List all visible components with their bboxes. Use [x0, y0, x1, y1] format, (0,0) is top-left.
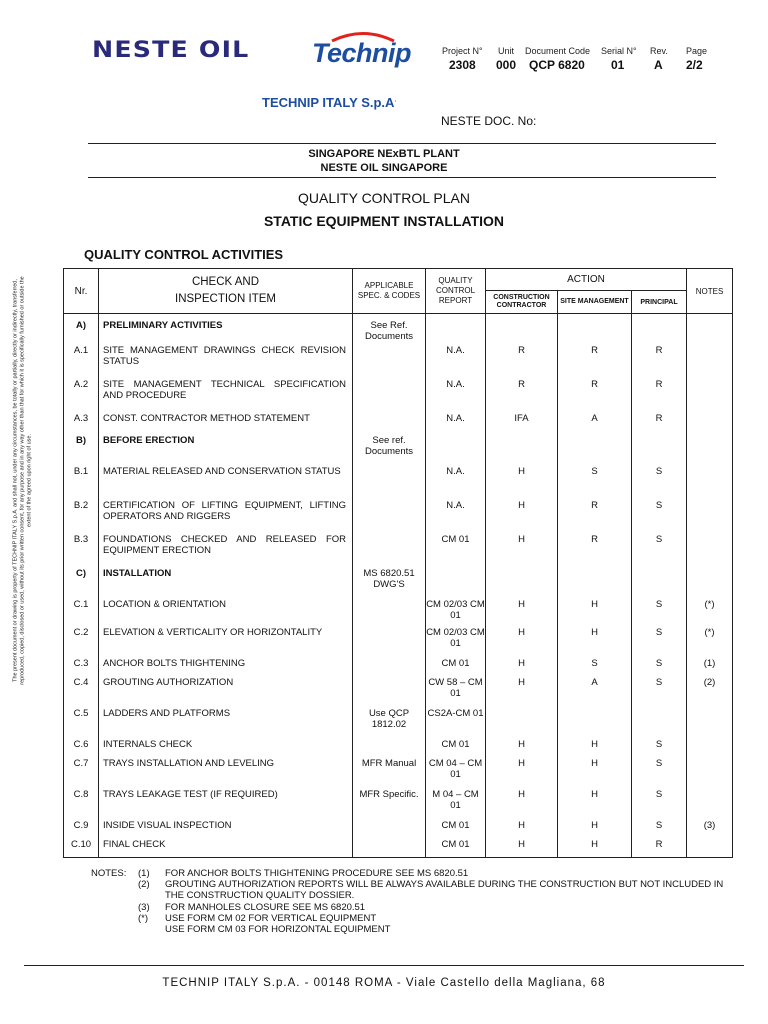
table-row	[64, 534, 733, 568]
row-notes	[687, 345, 733, 379]
row-number: C.1	[64, 599, 99, 627]
row-number: C.8	[64, 789, 99, 820]
qc-report: CW 58 – CM 01	[426, 677, 486, 708]
site-management-action: R	[558, 345, 632, 379]
column-header-site-management: SITE MANAGEMENT	[558, 291, 632, 314]
site-management-action: R	[558, 534, 632, 568]
site-management-action: H	[558, 599, 632, 627]
section-heading: QUALITY CONTROL ACTIVITIES	[84, 247, 284, 262]
column-header-notes: NOTES	[687, 269, 733, 314]
spec-codes: MFR Manual	[353, 758, 426, 789]
qc-report: N.A.	[426, 466, 486, 500]
principal-action: S	[632, 466, 687, 500]
qc-report	[426, 435, 486, 466]
row-notes	[687, 413, 733, 435]
principal-action: S	[632, 599, 687, 627]
qc-report: N.A.	[426, 379, 486, 413]
row-number: A)	[64, 314, 99, 345]
table-row	[64, 599, 733, 627]
column-header-check-line1: CHECK AND	[191, 276, 260, 288]
qc-report: CM 02/03 CM 01	[426, 627, 486, 658]
principal-action	[632, 435, 687, 466]
table-row	[64, 820, 733, 839]
principal-action: S	[632, 758, 687, 789]
qc-report: N.A.	[426, 345, 486, 379]
footer-address: TECHNIP ITALY S.p.A. - 00148 ROMA - Viale Castello della Magliana, 68	[162, 977, 606, 989]
site-management-action: H	[558, 839, 632, 858]
spec-codes	[353, 839, 426, 858]
table-row	[64, 758, 733, 789]
inspection-item: INTERNALS CHECK	[99, 739, 353, 758]
site-management-action: H	[558, 758, 632, 789]
note-number: (3)	[138, 902, 150, 913]
principal-action	[632, 314, 687, 345]
inspection-item: GROUTING AUTHORIZATION	[99, 677, 353, 708]
site-management-action: A	[558, 677, 632, 708]
column-header-spec: APPLICABLE SPEC. & CODES	[353, 269, 426, 314]
row-notes	[687, 435, 733, 466]
table-row	[64, 627, 733, 658]
principal-action: S	[632, 789, 687, 820]
row-number: B.2	[64, 500, 99, 534]
neste-doc-number: NESTE DOC. No:	[441, 114, 537, 128]
contractor-action	[486, 708, 558, 739]
contractor-action: R	[486, 379, 558, 413]
inspection-item: SITE MANAGEMENT TECHNICAL SPECIFICATION AND PROCEDURE	[99, 379, 353, 413]
row-number: C.7	[64, 758, 99, 789]
note-text: FOR ANCHOR BOLTS THIGHTENING PROCEDURE SEE MS 6820.51	[165, 868, 469, 879]
document-subtitle: STATIC EQUIPMENT INSTALLATION	[263, 213, 505, 229]
revision-label: Rev.	[650, 46, 668, 56]
plant-name: SINGAPORE NExBTL PLANT	[308, 148, 460, 160]
inspection-item: ANCHOR BOLTS THIGHTENING	[99, 658, 353, 677]
spec-codes	[353, 379, 426, 413]
row-number: B.3	[64, 534, 99, 568]
contractor-action: H	[486, 500, 558, 534]
confidentiality-notice: The present document or drawing is property of TECHNIP ITALY S.p.A. and shall not, under any circumstances, be totally or partially, directly or indirectly, transferred, reproduced, copied, disclosed or used, without its prior written consent, for any purpose and in any way other than that for which it is specifically furnished or outside the extent of the agreed upon right of use.	[12, 276, 33, 685]
table-row	[64, 466, 733, 500]
unit-label: Unit	[498, 46, 515, 56]
spec-codes	[353, 677, 426, 708]
note-number: (2)	[138, 879, 150, 890]
contractor-action: H	[486, 466, 558, 500]
site-management-action: H	[558, 820, 632, 839]
qc-report: CM 01	[426, 820, 486, 839]
contractor-action: H	[486, 739, 558, 758]
inspection-item: FOUNDATIONS CHECKED AND RELEASED FOR EQUIPMENT ERECTION	[99, 534, 353, 568]
row-notes	[687, 379, 733, 413]
site-management-action: H	[558, 627, 632, 658]
row-number: C.4	[64, 677, 99, 708]
inspection-item: FINAL CHECK	[99, 839, 353, 858]
site-management-action: R	[558, 500, 632, 534]
principal-action: S	[632, 677, 687, 708]
principal-action	[632, 708, 687, 739]
quality-control-table	[63, 268, 733, 858]
column-header-principal: PRINCIPAL	[632, 291, 687, 314]
table-row	[64, 435, 733, 466]
plant-owner: NESTE OIL SINGAPORE	[320, 162, 448, 174]
qc-report: CM 01	[426, 658, 486, 677]
inspection-item: MATERIAL RELEASED AND CONSERVATION STATUS	[99, 466, 353, 500]
footer-divider	[24, 965, 744, 966]
document-title	[0, 190, 768, 206]
inspection-item: TRAYS LEAKAGE TEST (IF REQUIRED)	[99, 789, 353, 820]
serial-number-label: Serial N°	[601, 46, 637, 56]
inspection-item: LADDERS AND PLATFORMS	[99, 708, 353, 739]
table-body	[64, 314, 733, 858]
column-header-nr: Nr.	[64, 269, 99, 314]
inspection-item: CONST. CONTRACTOR METHOD STATEMENT	[99, 413, 353, 435]
inspection-item: BEFORE ERECTION	[99, 435, 353, 466]
qc-report: CM 01	[426, 534, 486, 568]
page-label: Page	[686, 46, 708, 56]
site-management-action: S	[558, 466, 632, 500]
qc-report: CM 01	[426, 839, 486, 858]
row-number: C.9	[64, 820, 99, 839]
spec-codes: MS 6820.51 DWG'S	[353, 568, 426, 599]
row-notes	[687, 758, 733, 789]
row-number: C.3	[64, 658, 99, 677]
table-row	[64, 379, 733, 413]
principal-action: S	[632, 658, 687, 677]
qc-report: N.A.	[426, 413, 486, 435]
note-text: USE FORM CM 02 FOR VERTICAL EQUIPMENT	[165, 913, 377, 924]
divider-top	[88, 143, 716, 144]
row-number: C)	[64, 568, 99, 599]
site-management-action: A	[558, 413, 632, 435]
principal-action: S	[632, 627, 687, 658]
qc-report: CS2A-CM 01	[426, 708, 486, 739]
unit-value: 000	[496, 58, 517, 72]
qc-report	[426, 568, 486, 599]
note-text: GROUTING AUTHORIZATION REPORTS WILL BE ALWAYS AVAILABLE DURING THE CONSTRUCTION BUT NOT INCLUDED IN THE CONSTRUCTION QUALITY DOSSIER.	[165, 879, 724, 901]
row-number: C.5	[64, 708, 99, 739]
row-notes	[687, 466, 733, 500]
column-header-contractor: CONSTRUCTION CONTRACTOR	[486, 291, 558, 314]
row-notes: (2)	[687, 677, 733, 708]
inspection-item: ELEVATION & VERTICALITY OR HORIZONTALITY	[99, 627, 353, 658]
row-number: C.2	[64, 627, 99, 658]
spec-codes	[353, 345, 426, 379]
document-title-text: QUALITY CONTROL PLAN	[298, 190, 470, 206]
table-row	[64, 739, 733, 758]
inspection-item: TRAYS INSTALLATION AND LEVELING	[99, 758, 353, 789]
table-row	[64, 345, 733, 379]
contractor-action: R	[486, 345, 558, 379]
serial-number-value: 01	[611, 58, 625, 72]
spec-codes: Use QCP 1812.02	[353, 708, 426, 739]
table-row	[64, 677, 733, 708]
contractor-action: H	[486, 789, 558, 820]
spec-codes	[353, 599, 426, 627]
row-number: A.1	[64, 345, 99, 379]
table-row	[64, 413, 733, 435]
document-code-value: QCP 6820	[529, 58, 585, 72]
qc-report: M 04 – CM 01	[426, 789, 486, 820]
inspection-item: LOCATION & ORIENTATION	[99, 599, 353, 627]
column-header-check-line2: INSPECTION ITEM	[175, 293, 276, 305]
spec-codes	[353, 820, 426, 839]
site-management-action: H	[558, 739, 632, 758]
qc-report: N.A.	[426, 500, 486, 534]
row-number: A.3	[64, 413, 99, 435]
principal-action: S	[632, 739, 687, 758]
table-row	[64, 658, 733, 677]
contractor-action: H	[486, 758, 558, 789]
inspection-item: PRELIMINARY ACTIVITIES	[99, 314, 353, 345]
contractor-action: H	[486, 839, 558, 858]
row-notes	[687, 314, 733, 345]
row-notes	[687, 839, 733, 858]
row-notes: (1)	[687, 658, 733, 677]
inspection-item: SITE MANAGEMENT DRAWINGS CHECK REVISION STATUS	[99, 345, 353, 379]
document-code-label: Document Code	[525, 46, 591, 56]
spec-codes: MFR Specific.	[353, 789, 426, 820]
row-notes: (3)	[687, 820, 733, 839]
row-notes	[687, 739, 733, 758]
company-title: TECHNIP ITALY S.p.A.	[262, 95, 397, 110]
row-notes	[687, 708, 733, 739]
table-row	[64, 789, 733, 820]
company-title-text: TECHNIP ITALY S.p.A	[262, 95, 395, 110]
inspection-item: INSTALLATION	[99, 568, 353, 599]
column-header-action: ACTION	[486, 269, 687, 291]
qc-report: CM 02/03 CM 01	[426, 599, 486, 627]
note-text: USE FORM CM 03 FOR HORIZONTAL EQUIPMENT	[165, 924, 391, 935]
qc-report	[426, 314, 486, 345]
spec-codes	[353, 413, 426, 435]
technip-logo: Technip	[312, 38, 412, 68]
row-notes	[687, 500, 733, 534]
qc-report: CM 01	[426, 739, 486, 758]
row-notes	[687, 568, 733, 599]
inspection-item: INSIDE VISUAL INSPECTION	[99, 820, 353, 839]
row-notes: (*)	[687, 627, 733, 658]
qc-report: CM 04 – CM 01	[426, 758, 486, 789]
site-management-action: H	[558, 789, 632, 820]
principal-action: R	[632, 839, 687, 858]
table-row	[64, 568, 733, 599]
principal-action: R	[632, 379, 687, 413]
divider-bottom	[88, 177, 716, 178]
site-management-action	[558, 314, 632, 345]
contractor-action: H	[486, 677, 558, 708]
contractor-action: H	[486, 627, 558, 658]
spec-codes	[353, 466, 426, 500]
page-value: 2/2	[686, 58, 703, 72]
contractor-action: H	[486, 658, 558, 677]
spec-codes	[353, 534, 426, 568]
table-row	[64, 839, 733, 858]
project-number-value: 2308	[449, 58, 476, 72]
principal-action: S	[632, 500, 687, 534]
column-header-check	[99, 269, 353, 314]
contractor-action	[486, 314, 558, 345]
note-number: (1)	[138, 868, 150, 879]
row-number: C.6	[64, 739, 99, 758]
site-management-action	[558, 708, 632, 739]
column-header-qc-report: QUALITY CONTROL REPORT	[426, 269, 486, 314]
site-management-action: R	[558, 379, 632, 413]
notes-label: NOTES:	[91, 868, 127, 879]
note-text: FOR MANHOLES CLOSURE SEE MS 6820.51	[165, 902, 366, 913]
row-number: B)	[64, 435, 99, 466]
inspection-item: CERTIFICATION OF LIFTING EQUIPMENT, LIFTING OPERATORS AND RIGGERS	[99, 500, 353, 534]
revision-value: A	[654, 58, 663, 72]
table-row	[64, 314, 733, 345]
row-number: B.1	[64, 466, 99, 500]
site-management-action: S	[558, 658, 632, 677]
spec-codes: See Ref. Documents	[353, 314, 426, 345]
row-notes	[687, 534, 733, 568]
contractor-action: H	[486, 820, 558, 839]
spec-codes	[353, 627, 426, 658]
principal-action: R	[632, 345, 687, 379]
contractor-action	[486, 568, 558, 599]
spec-codes	[353, 658, 426, 677]
row-notes	[687, 789, 733, 820]
spec-codes	[353, 500, 426, 534]
row-number: C.10	[64, 839, 99, 858]
spec-codes	[353, 739, 426, 758]
site-management-action	[558, 435, 632, 466]
site-management-action	[558, 568, 632, 599]
row-number: A.2	[64, 379, 99, 413]
project-number-label: Project N°	[442, 46, 483, 56]
table-row	[64, 708, 733, 739]
table-row	[64, 500, 733, 534]
row-notes: (*)	[687, 599, 733, 627]
spec-codes: See ref. Documents	[353, 435, 426, 466]
contractor-action	[486, 435, 558, 466]
contractor-action: IFA	[486, 413, 558, 435]
neste-oil-logo: NESTE OIL	[92, 38, 250, 63]
principal-action: R	[632, 413, 687, 435]
contractor-action: H	[486, 534, 558, 568]
note-number: (*)	[138, 913, 149, 924]
principal-action: S	[632, 820, 687, 839]
principal-action	[632, 568, 687, 599]
principal-action: S	[632, 534, 687, 568]
contractor-action: H	[486, 599, 558, 627]
